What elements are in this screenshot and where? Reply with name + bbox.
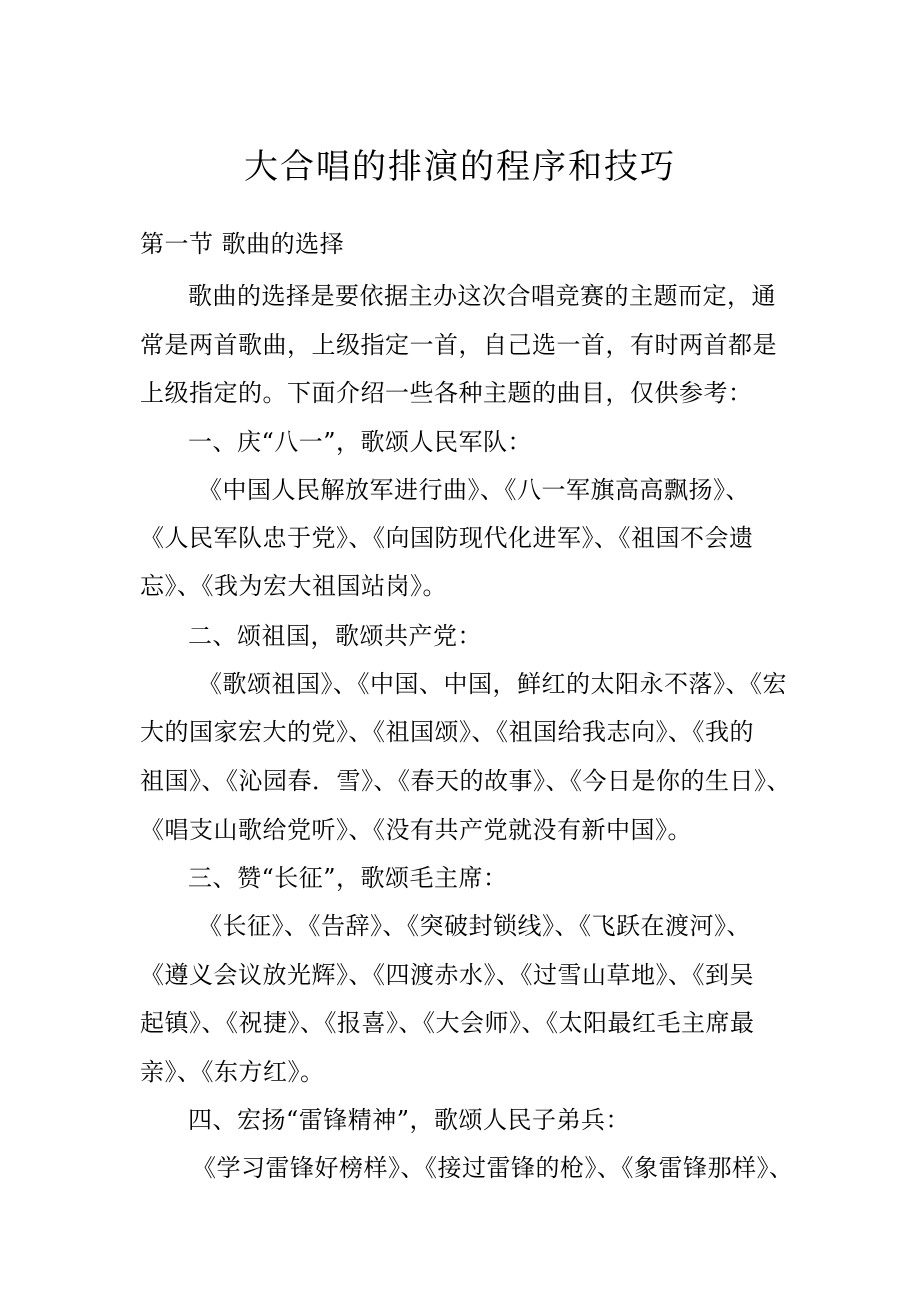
- paragraph-line: 《人民军队忠于党》、《向国防现代化进军》、《祖国不会遗: [140, 524, 754, 552]
- subsection-heading: 二、颂祖国，歌颂共产党：: [188, 622, 482, 650]
- paragraph-line: 《中国人民解放军进行曲》、《八一军旗高高飘扬》、: [198, 476, 750, 504]
- subsection-heading: 三、赞“长征”，歌颂毛主席：: [188, 864, 508, 892]
- paragraph-line: 歌曲的选择是要依据主办这次合唱竞赛的主题而定，通: [188, 282, 776, 310]
- paragraph-line: 上级指定的。下面介绍一些各种主题的曲目，仅供参考：: [140, 379, 753, 407]
- paragraph-line: 《遵义会议放光辉》、《四渡赤水》、《过雪山草地》、《到吴: [140, 961, 754, 989]
- subsection-heading: 四、宏扬“雷锋精神”，歌颂人民子弟兵：: [188, 1106, 631, 1134]
- subsection-heading: 一、庆“八一”，歌颂人民军队：: [188, 428, 533, 456]
- paragraph-line: 《歌颂祖国》、《中国、中国，鲜红的太阳永不落》、《宏: [198, 670, 787, 698]
- paragraph-line: 亲》、《东方红》。: [140, 1058, 325, 1086]
- document-title: 大合唱的排演的程序和技巧: [244, 147, 676, 187]
- section-heading: 第一节 歌曲的选择: [140, 230, 345, 258]
- paragraph-line: 起镇》、《祝捷》、《报喜》、《大会师》、《太阳最红毛主席最: [140, 1009, 755, 1037]
- paragraph-line: 忘》、《我为宏大祖国站岗》。: [140, 572, 447, 600]
- paragraph-line: 大的国家宏大的党》、《祖国颂》、《祖国给我志向》、《我的: [140, 718, 754, 746]
- paragraph-line: 《学习雷锋好榜样》、《接过雷锋的枪》、《象雷锋那样》、: [192, 1154, 794, 1182]
- paragraph-line: 《长征》、《告辞》、《突破封锁线》、《飞跃在渡河》、: [198, 912, 751, 940]
- paragraph-line: 《唱支山歌给党听》、《没有共产党就没有新中国》。: [140, 816, 692, 844]
- paragraph-line: 常是两首歌曲，上级指定一首，自己选一首，有时两首都是: [140, 331, 777, 359]
- paragraph-line: 祖国》、《沁园春．雪》、《春天的故事》、《今日是你的生日》、: [140, 767, 791, 795]
